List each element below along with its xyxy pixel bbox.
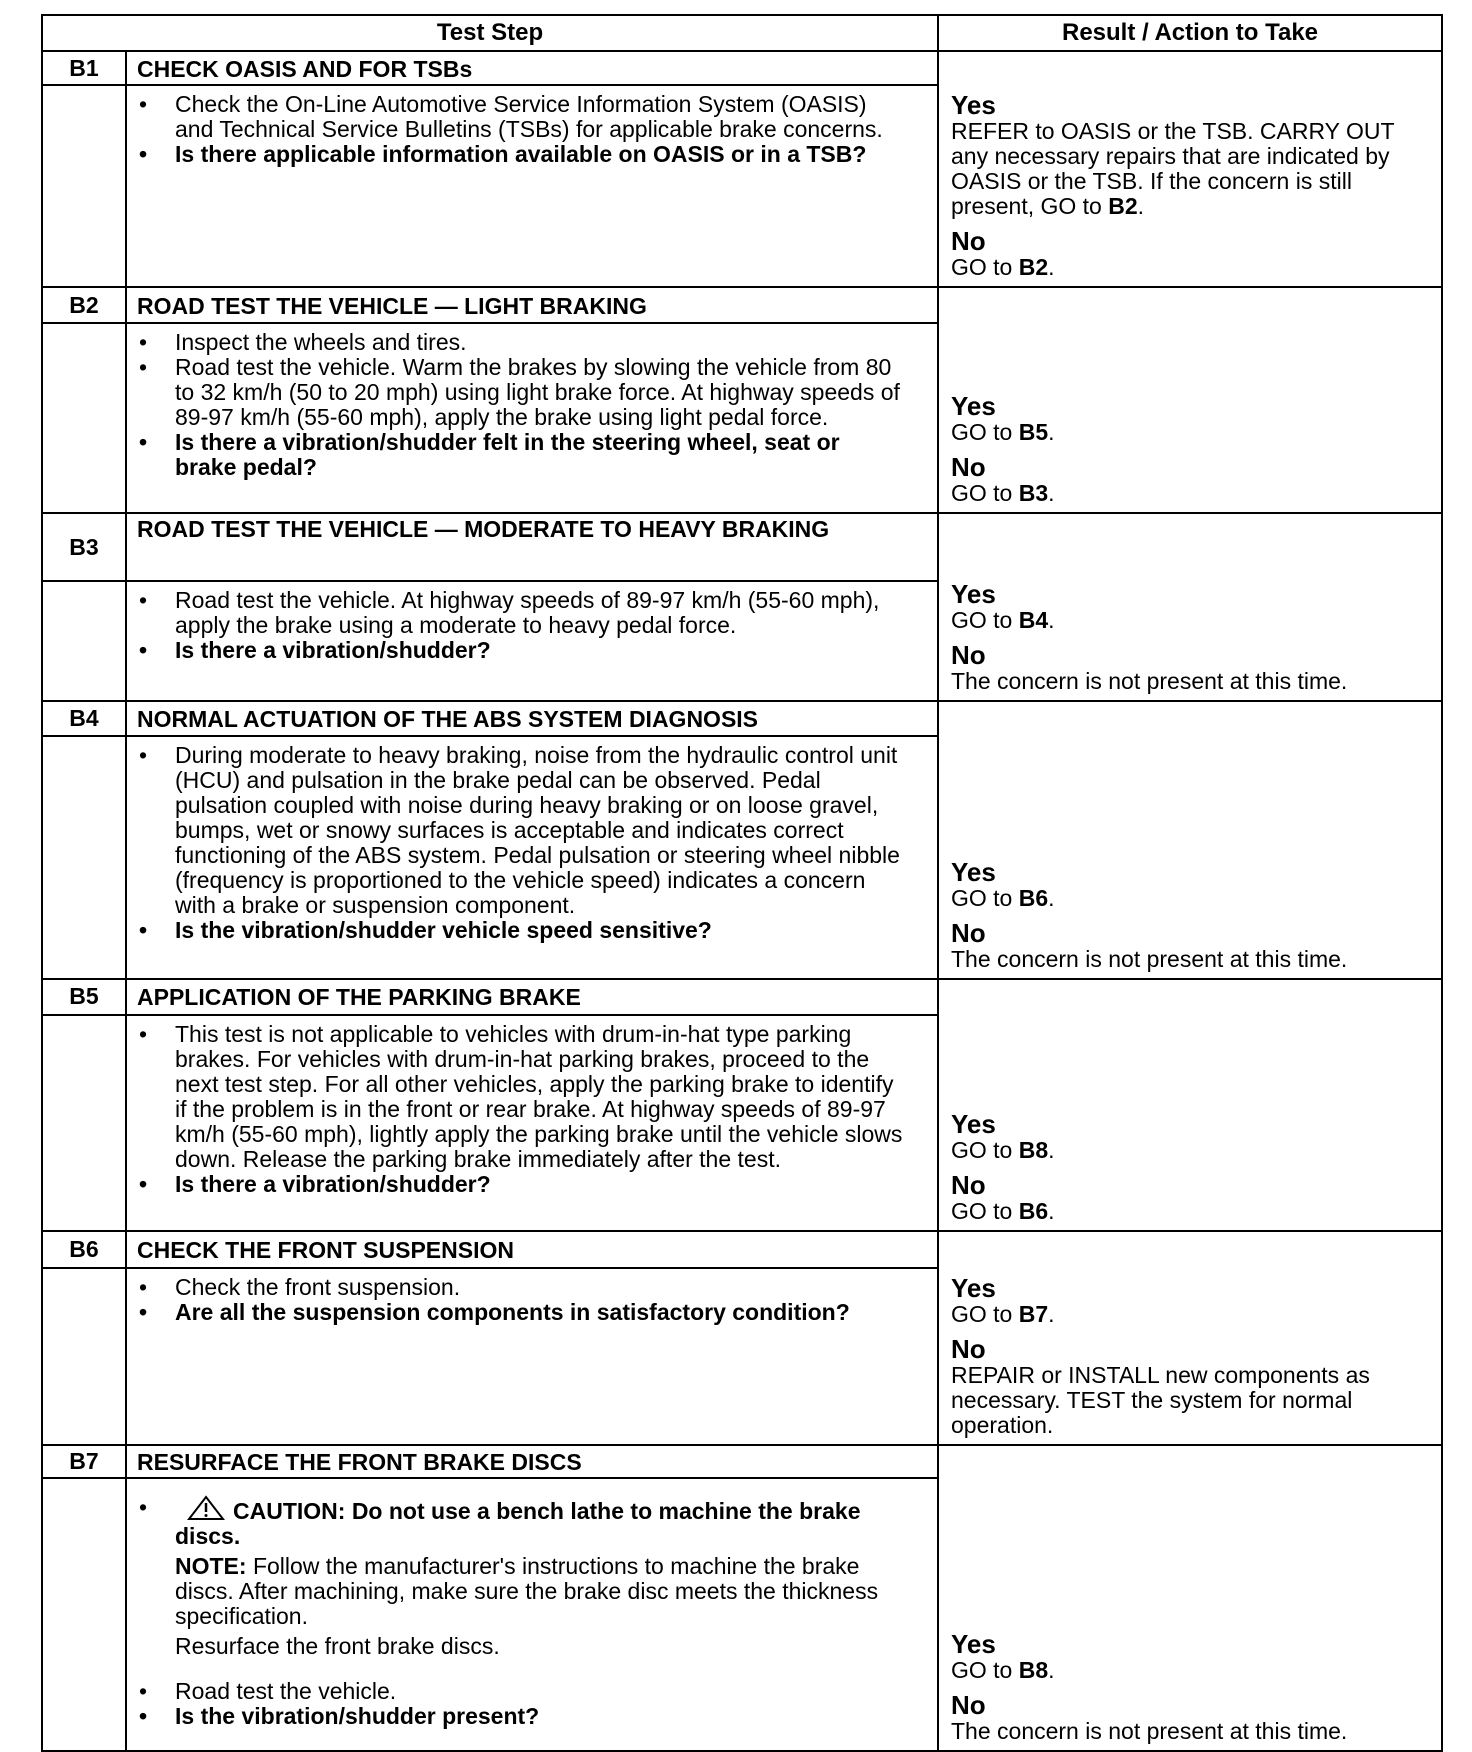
yes-label: Yes	[951, 1109, 996, 1139]
yes-action: GO to B6.	[951, 885, 1055, 911]
header-result: Result / Action to Take	[938, 15, 1442, 51]
no-action: GO to B6.	[951, 1198, 1055, 1224]
no-label: No	[951, 640, 986, 670]
no-action: The concern is not present at this time.	[951, 946, 1348, 972]
step-body	[126, 736, 938, 979]
no-label: No	[951, 1334, 986, 1364]
diagnostic-table	[41, 14, 1443, 1752]
step-bullet: • Road test the vehicle. At highway speeds of 89-97 km/h (55-60 mph), apply the brake using a moderate to heavy pedal force.	[135, 588, 907, 638]
yes-label: Yes	[951, 1273, 996, 1303]
caution-item	[135, 1495, 907, 1679]
yes-label: Yes	[951, 1629, 996, 1659]
step-bullet: • Check the On-Line Automotive Service Information System (OASIS) and Technical Service Bulletins (TSBs) for applicable brake concerns.	[135, 92, 907, 142]
step-b2-result	[938, 287, 1442, 513]
step-question: • Is there a vibration/shudder?	[135, 638, 907, 663]
yes-action: GO to B4.	[951, 607, 1055, 633]
yes-action: GO to B8.	[951, 1657, 1055, 1683]
step-title: APPLICATION OF THE PARKING BRAKE	[126, 979, 938, 1015]
step-body	[126, 85, 938, 287]
step-b4-result	[938, 701, 1442, 979]
step-b5-result	[938, 979, 1442, 1231]
step-question: • Is the vibration/shudder vehicle speed sensitive?	[135, 918, 907, 943]
no-label: No	[951, 226, 986, 256]
no-label: No	[951, 1690, 986, 1720]
yes-action: GO to B5.	[951, 419, 1055, 445]
step-id: B4	[42, 701, 126, 736]
table-header	[42, 15, 1442, 51]
yes-label: Yes	[951, 90, 996, 120]
step-title: ROAD TEST THE VEHICLE — MODERATE TO HEAVY BRAKING	[126, 513, 938, 581]
step-question: • Is there a vibration/shudder felt in the steering wheel, seat or brake pedal?	[135, 430, 907, 480]
step-body	[126, 1478, 938, 1751]
step-title: CHECK OASIS AND FOR TSBs	[126, 51, 938, 85]
step-body	[126, 581, 938, 701]
step-id: B5	[42, 979, 126, 1015]
step-title: RESURFACE THE FRONT BRAKE DISCS	[126, 1445, 938, 1478]
yes-label: Yes	[951, 391, 996, 421]
no-action: GO to B2.	[951, 254, 1055, 280]
step-question: • Is there a vibration/shudder?	[135, 1172, 907, 1197]
step-id: B1	[42, 51, 126, 85]
yes-action: GO to B7.	[951, 1301, 1055, 1327]
step-body	[126, 323, 938, 513]
step-bullet: • Road test the vehicle. Warm the brakes by slowing the vehicle from 80 to 32 km/h (50 to 20 mph) using light brake force. At highway speeds of 89-97 km/h (55-60 mph), apply the brake using light pedal force.	[135, 355, 907, 430]
step-id: B7	[42, 1445, 126, 1478]
step-id: B6	[42, 1231, 126, 1268]
step-id: B3	[42, 513, 126, 581]
step-b7-result	[938, 1445, 1442, 1751]
warning-triangle-icon	[187, 1495, 225, 1521]
step-body	[126, 1268, 938, 1445]
yes-action: GO to B8.	[951, 1137, 1055, 1163]
step-title: CHECK THE FRONT SUSPENSION	[126, 1231, 938, 1268]
step-b5-title-row	[42, 979, 1442, 1015]
no-label: No	[951, 918, 986, 948]
step-question: • Is the vibration/shudder present?	[135, 1704, 907, 1729]
step-b7-title-row	[42, 1445, 1442, 1478]
no-action: GO to B3.	[951, 480, 1055, 506]
step-bullet: • Check the front suspension.	[135, 1275, 907, 1300]
step-bullet: • This test is not applicable to vehicles with drum-in-hat type parking brakes. For vehicles with drum-in-hat parking brakes, proceed to the next test step. For all other vehicles, apply the parking brake to identify if the problem is in the front or rear brake. At highway speeds of 89-97 km/h (55-60 mph), lightly apply the parking brake until the vehicle slows down. Release the parking brake immediately after the test.	[135, 1022, 907, 1172]
header-test-step: Test Step	[42, 15, 938, 51]
step-b2-title-row	[42, 287, 1442, 323]
step-bullet: • During moderate to heavy braking, noise from the hydraulic control unit (HCU) and pulsation in the brake pedal can be observed. Pedal pulsation coupled with noise during heavy braking or on loose gravel, bumps, wet or snowy surfaces is acceptable and indicates correct functioning of the ABS system. Pedal pulsation or steering wheel nibble (frequency is proportioned to the vehicle speed) indicates a concern with a brake or suspension component.	[135, 743, 907, 918]
yes-label: Yes	[951, 579, 996, 609]
step-b3-title-row	[42, 513, 1442, 581]
step-bullet: • Road test the vehicle.	[135, 1679, 907, 1704]
step-id: B2	[42, 287, 126, 323]
no-label: No	[951, 1170, 986, 1200]
step-b1-result	[938, 51, 1442, 287]
no-label: No	[951, 452, 986, 482]
step-question: • Is there applicable information available on OASIS or in a TSB?	[135, 142, 907, 167]
step-b1-title-row	[42, 51, 1442, 85]
no-action: The concern is not present at this time.	[951, 668, 1348, 694]
action-text: Resurface the front brake discs.	[175, 1633, 500, 1660]
step-bullet: • Inspect the wheels and tires.	[135, 330, 907, 355]
step-title: NORMAL ACTUATION OF THE ABS SYSTEM DIAGNOSIS	[126, 701, 938, 736]
no-action: The concern is not present at this time.	[951, 1718, 1348, 1744]
step-title: ROAD TEST THE VEHICLE — LIGHT BRAKING	[126, 287, 938, 323]
step-b4-title-row	[42, 701, 1442, 736]
step-b6-title-row	[42, 1231, 1442, 1268]
note-text: NOTE: Follow the manufacturer's instructions to machine the brake discs. After machining, make sure the brake disc meets the thickness specification.	[175, 1553, 879, 1630]
step-b6-result	[938, 1231, 1442, 1445]
yes-action: REFER to OASIS or the TSB. CARRY OUT any necessary repairs that are indicated by OASIS or the TSB. If the concern is still present, GO to B2.	[951, 118, 1395, 219]
no-action: REPAIR or INSTALL new components as necessary. TEST the system for normal operation.	[951, 1362, 1370, 1438]
yes-label: Yes	[951, 857, 996, 887]
step-question: • Are all the suspension components in satisfactory condition?	[135, 1300, 907, 1325]
step-body	[126, 1015, 938, 1231]
caution-text: CAUTION: Do not use a bench lathe to machine the brake discs.	[175, 1498, 860, 1549]
step-b3-result	[938, 513, 1442, 701]
